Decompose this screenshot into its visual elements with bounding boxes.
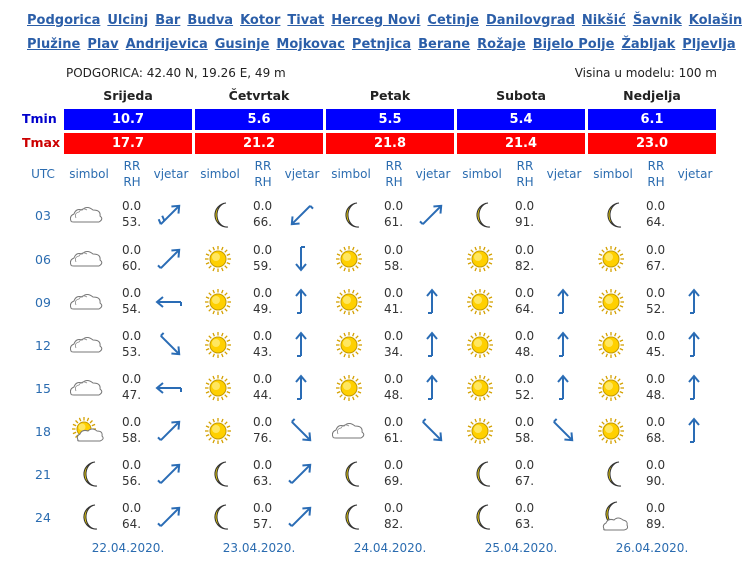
- rr-value: 0.0: [384, 286, 404, 300]
- moon-icon: [70, 457, 104, 491]
- sun-icon: [201, 414, 235, 448]
- rh-value: 91.: [515, 214, 535, 229]
- rr-rh-value: [253, 286, 272, 317]
- rr-rh-value: [646, 458, 665, 489]
- rh-value: 64.: [122, 516, 142, 531]
- rh-value: 54.: [122, 301, 142, 316]
- moon-icon: [201, 500, 235, 534]
- moon-icon: [463, 457, 497, 491]
- rr-rh-value: [384, 286, 403, 317]
- rr-rh-value: [253, 243, 272, 274]
- city-link-row: [27, 32, 736, 56]
- utc-hour: 06: [35, 252, 51, 267]
- rr-value: 0.0: [646, 243, 666, 257]
- wind-arrow-icon: [547, 329, 579, 361]
- rr-value: 0.0: [253, 243, 273, 257]
- rr-rh-value: [646, 372, 665, 403]
- rr-rh-value: [122, 329, 141, 360]
- cloud-icon: [70, 285, 104, 319]
- rh-value: 53.: [122, 344, 142, 359]
- rh-value: 67.: [646, 258, 666, 273]
- city-link[interactable]: Andrijevica: [125, 36, 208, 52]
- city-link[interactable]: Bar: [155, 12, 181, 28]
- moon-icon: [332, 457, 366, 491]
- city-link[interactable]: Herceg Novi: [331, 12, 421, 28]
- tmax-value: 23.0: [588, 133, 716, 154]
- rr-value: 0.0: [515, 372, 535, 386]
- rh-value: 58.: [384, 258, 404, 273]
- rr-rh-value: [515, 501, 534, 532]
- sun-icon: [332, 371, 366, 405]
- wind-arrow-icon: [416, 329, 448, 361]
- rh-value: 43.: [253, 344, 273, 359]
- city-link[interactable]: Mojkovac: [276, 36, 345, 52]
- wind-arrow-icon: [285, 372, 317, 404]
- rr-header: RR: [647, 159, 665, 173]
- sun-cloud-icon: [70, 414, 104, 448]
- day-date: 26.04.2020.: [615, 541, 689, 555]
- rh-header: RH: [123, 175, 141, 189]
- rr-header: RR: [123, 159, 141, 173]
- city-link[interactable]: Plužine: [27, 36, 81, 52]
- rr-rh-value: [122, 415, 141, 446]
- rr-value: 0.0: [515, 458, 535, 472]
- sun-icon: [594, 371, 628, 405]
- city-link[interactable]: Ulcinj: [107, 12, 149, 28]
- rr-rh-value: [253, 372, 272, 403]
- tmin-value: 6.1: [588, 109, 716, 130]
- day-name: Subota: [496, 88, 546, 103]
- moon-cloud-icon: [594, 500, 628, 534]
- wind-arrow-icon: [678, 415, 710, 447]
- rr-value: 0.0: [253, 458, 273, 472]
- rr-value: 0.0: [253, 199, 273, 213]
- rh-value: 76.: [253, 430, 273, 445]
- tmin-value: 10.7: [64, 109, 192, 130]
- city-link[interactable]: Tivat: [287, 12, 325, 28]
- sun-icon: [332, 328, 366, 362]
- wind-header: vjetar: [153, 167, 189, 181]
- moon-icon: [70, 500, 104, 534]
- wind-arrow-icon: [285, 458, 317, 490]
- rr-header: RR: [385, 159, 403, 173]
- rr-value: 0.0: [646, 329, 666, 343]
- rr-value: 0.0: [646, 458, 666, 472]
- cloud-icon: [332, 414, 366, 448]
- wind-arrow-icon: [154, 458, 186, 490]
- tmax-value: 21.2: [195, 133, 323, 154]
- tmin-value: 5.6: [195, 109, 323, 130]
- rr-value: 0.0: [515, 415, 535, 429]
- rr-rh-header: [249, 158, 277, 190]
- day-date: 25.04.2020.: [484, 541, 558, 555]
- wind-arrow-icon: [285, 501, 317, 533]
- symbol-header: simbol: [462, 167, 502, 181]
- rr-rh-value: [253, 501, 272, 532]
- rr-value: 0.0: [515, 199, 535, 213]
- moon-icon: [201, 457, 235, 491]
- rr-value: 0.0: [384, 199, 404, 213]
- rh-value: 47.: [122, 387, 142, 402]
- rr-rh-value: [646, 199, 665, 230]
- rh-value: 90.: [646, 473, 666, 488]
- day-name: Petak: [369, 88, 411, 103]
- rr-rh-value: [122, 501, 141, 532]
- utc-hour: 09: [35, 295, 51, 310]
- sun-icon: [201, 328, 235, 362]
- rr-rh-header: [642, 158, 670, 190]
- city-link[interactable]: Kotor: [240, 12, 281, 28]
- rr-rh-value: [515, 286, 534, 317]
- rr-rh-value: [253, 329, 272, 360]
- rr-value: 0.0: [253, 415, 273, 429]
- wind-arrow-icon: [416, 199, 448, 231]
- city-link[interactable]: Petnjica: [351, 36, 412, 52]
- utc-hour: 18: [35, 424, 51, 439]
- moon-icon: [594, 198, 628, 232]
- wind-arrow-icon: [285, 243, 317, 275]
- rh-value: 34.: [384, 344, 404, 359]
- rh-value: 48.: [384, 387, 404, 402]
- rr-value: 0.0: [515, 243, 535, 257]
- city-link[interactable]: Rožaje: [477, 36, 526, 52]
- rh-value: 69.: [384, 473, 404, 488]
- rr-rh-value: [515, 329, 534, 360]
- moon-icon: [463, 500, 497, 534]
- rh-value: 89.: [646, 516, 666, 531]
- rr-value: 0.0: [384, 372, 404, 386]
- rh-value: 56.: [122, 473, 142, 488]
- city-link[interactable]: Podgorica: [27, 12, 101, 28]
- rr-rh-value: [384, 372, 403, 403]
- rh-value: 45.: [646, 344, 666, 359]
- wind-arrow-icon: [154, 501, 186, 533]
- rh-header: RH: [385, 175, 403, 189]
- wind-arrow-icon: [678, 372, 710, 404]
- moon-icon: [594, 457, 628, 491]
- cloud-icon: [70, 371, 104, 405]
- utc-header: UTC: [31, 167, 55, 181]
- rh-value: 58.: [515, 430, 535, 445]
- rh-value: 60.: [122, 258, 142, 273]
- day-date: 24.04.2020.: [353, 541, 427, 555]
- rh-value: 63.: [253, 473, 273, 488]
- rr-rh-header: [380, 158, 408, 190]
- day-name: Nedjelja: [623, 88, 681, 103]
- wind-arrow-icon: [285, 199, 317, 231]
- sun-icon: [463, 328, 497, 362]
- rr-rh-value: [122, 372, 141, 403]
- rh-value: 67.: [515, 473, 535, 488]
- rr-rh-value: [646, 501, 665, 532]
- rr-rh-value: [384, 243, 403, 274]
- sun-icon: [201, 242, 235, 276]
- rr-value: 0.0: [122, 458, 142, 472]
- rh-value: 58.: [122, 430, 142, 445]
- wind-arrow-icon: [678, 286, 710, 318]
- rr-rh-value: [515, 199, 534, 230]
- rr-rh-value: [515, 415, 534, 446]
- wind-arrow-icon: [154, 286, 186, 318]
- cloud-icon: [70, 198, 104, 232]
- sun-icon: [594, 328, 628, 362]
- wind-arrow-icon: [154, 372, 186, 404]
- utc-hour: 12: [35, 338, 51, 353]
- symbol-header: simbol: [593, 167, 633, 181]
- symbol-header: simbol: [331, 167, 371, 181]
- city-link[interactable]: Bijelo Polje: [532, 36, 615, 52]
- rr-value: 0.0: [515, 286, 535, 300]
- rh-value: 61.: [384, 430, 404, 445]
- rh-value: 44.: [253, 387, 273, 402]
- rr-rh-value: [515, 458, 534, 489]
- wind-arrow-icon: [285, 329, 317, 361]
- rh-value: 82.: [384, 516, 404, 531]
- rh-value: 59.: [253, 258, 273, 273]
- rr-value: 0.0: [253, 286, 273, 300]
- rh-value: 57.: [253, 516, 273, 531]
- utc-hour: 15: [35, 381, 51, 396]
- day-date: 22.04.2020.: [91, 541, 165, 555]
- sun-icon: [332, 285, 366, 319]
- rr-value: 0.0: [646, 372, 666, 386]
- rh-header: RH: [647, 175, 665, 189]
- rr-rh-value: [515, 372, 534, 403]
- city-link[interactable]: Danilovgrad: [485, 12, 575, 28]
- rr-value: 0.0: [646, 501, 666, 515]
- city-link[interactable]: Žabljak: [621, 36, 676, 52]
- wind-arrow-icon: [547, 415, 579, 447]
- city-link[interactable]: Pljevlja: [682, 36, 736, 52]
- wind-arrow-icon: [285, 415, 317, 447]
- rh-value: 52.: [515, 387, 535, 402]
- symbol-header: simbol: [69, 167, 109, 181]
- tmin-value: 5.5: [326, 109, 454, 130]
- rh-value: 82.: [515, 258, 535, 273]
- rr-value: 0.0: [122, 243, 142, 257]
- utc-hour: 21: [35, 467, 51, 482]
- rr-value: 0.0: [253, 501, 273, 515]
- wind-arrow-icon: [547, 372, 579, 404]
- day-name: Četvrtak: [228, 88, 290, 103]
- city-link[interactable]: Šavnik: [632, 12, 682, 28]
- rh-value: 66.: [253, 214, 273, 229]
- rr-rh-value: [384, 501, 403, 532]
- city-link-row: [27, 8, 742, 32]
- rr-value: 0.0: [515, 501, 535, 515]
- rh-value: 64.: [515, 301, 535, 316]
- wind-arrow-icon: [416, 286, 448, 318]
- rr-rh-value: [122, 199, 141, 230]
- moon-icon: [332, 198, 366, 232]
- city-links: [27, 8, 742, 56]
- sun-icon: [594, 242, 628, 276]
- sun-icon: [463, 285, 497, 319]
- rr-value: 0.0: [122, 199, 142, 213]
- rr-rh-header: [511, 158, 539, 190]
- wind-arrow-icon: [285, 286, 317, 318]
- rr-value: 0.0: [122, 372, 142, 386]
- rr-value: 0.0: [646, 199, 666, 213]
- rr-value: 0.0: [253, 372, 273, 386]
- wind-arrow-icon: [154, 329, 186, 361]
- sun-icon: [594, 285, 628, 319]
- rr-value: 0.0: [384, 458, 404, 472]
- rr-value: 0.0: [646, 286, 666, 300]
- wind-arrow-icon: [154, 199, 186, 231]
- day-name: Srijeda: [103, 88, 153, 103]
- rr-value: 0.0: [122, 286, 142, 300]
- rr-value: 0.0: [384, 329, 404, 343]
- rh-value: 48.: [515, 344, 535, 359]
- rh-value: 64.: [646, 214, 666, 229]
- sun-icon: [201, 371, 235, 405]
- city-link[interactable]: Gusinje: [214, 36, 270, 52]
- location-info: PODGORICA: 42.40 N, 19.26 E, 49 m: [66, 66, 286, 80]
- cloud-icon: [70, 242, 104, 276]
- tmax-value: 21.4: [457, 133, 585, 154]
- tmin-value: 5.4: [457, 109, 585, 130]
- utc-hour: 03: [35, 208, 51, 223]
- rr-rh-value: [384, 415, 403, 446]
- rh-value: 68.: [646, 430, 666, 445]
- rr-rh-value: [253, 199, 272, 230]
- city-link[interactable]: Cetinje: [427, 12, 479, 28]
- rr-value: 0.0: [384, 415, 404, 429]
- rh-value: 52.: [646, 301, 666, 316]
- sun-icon: [463, 371, 497, 405]
- day-date: 23.04.2020.: [222, 541, 296, 555]
- rr-value: 0.0: [384, 501, 404, 515]
- city-link[interactable]: Nikšić: [581, 12, 626, 28]
- rr-value: 0.0: [122, 501, 142, 515]
- sun-icon: [463, 242, 497, 276]
- rr-rh-value: [646, 243, 665, 274]
- wind-header: vjetar: [677, 167, 713, 181]
- city-link[interactable]: Kolašin: [688, 12, 742, 28]
- rh-value: 41.: [384, 301, 404, 316]
- rh-header: RH: [516, 175, 534, 189]
- rr-rh-value: [384, 458, 403, 489]
- rr-rh-value: [384, 199, 403, 230]
- rr-rh-header: [118, 158, 146, 190]
- rr-rh-value: [253, 415, 272, 446]
- rr-rh-value: [384, 329, 403, 360]
- rr-value: 0.0: [122, 329, 142, 343]
- rr-rh-value: [253, 458, 272, 489]
- sun-icon: [332, 242, 366, 276]
- wind-arrow-icon: [547, 286, 579, 318]
- rr-value: 0.0: [515, 329, 535, 343]
- moon-icon: [332, 500, 366, 534]
- city-link[interactable]: Plav: [87, 36, 119, 52]
- wind-header: vjetar: [415, 167, 451, 181]
- symbol-header: simbol: [200, 167, 240, 181]
- rr-rh-value: [646, 415, 665, 446]
- tmax-label: Tmax: [22, 135, 61, 150]
- model-height: Visina u modelu: 100 m: [574, 66, 717, 80]
- rr-value: 0.0: [384, 243, 404, 257]
- tmax-value: 21.8: [326, 133, 454, 154]
- wind-header: vjetar: [284, 167, 320, 181]
- wind-arrow-icon: [678, 329, 710, 361]
- rr-header: RR: [516, 159, 534, 173]
- cloud-icon: [70, 328, 104, 362]
- moon-icon: [201, 198, 235, 232]
- city-link[interactable]: Berane: [418, 36, 471, 52]
- rr-rh-value: [122, 243, 141, 274]
- utc-hour: 24: [35, 510, 51, 525]
- sun-icon: [463, 414, 497, 448]
- rr-value: 0.0: [646, 415, 666, 429]
- sun-icon: [201, 285, 235, 319]
- rh-value: 61.: [384, 214, 404, 229]
- wind-arrow-icon: [154, 243, 186, 275]
- tmax-value: 17.7: [64, 133, 192, 154]
- wind-arrow-icon: [154, 415, 186, 447]
- rr-value: 0.0: [253, 329, 273, 343]
- rr-rh-value: [646, 286, 665, 317]
- rr-rh-value: [122, 458, 141, 489]
- rr-rh-value: [515, 243, 534, 274]
- rr-rh-value: [646, 329, 665, 360]
- rr-header: RR: [254, 159, 272, 173]
- sun-icon: [594, 414, 628, 448]
- rr-value: 0.0: [122, 415, 142, 429]
- city-link[interactable]: Budva: [187, 12, 234, 28]
- rr-rh-value: [122, 286, 141, 317]
- tmin-label: Tmin: [22, 111, 57, 126]
- rh-value: 48.: [646, 387, 666, 402]
- wind-arrow-icon: [416, 372, 448, 404]
- wind-arrow-icon: [416, 415, 448, 447]
- rh-value: 49.: [253, 301, 273, 316]
- rh-value: 63.: [515, 516, 535, 531]
- wind-header: vjetar: [546, 167, 582, 181]
- rh-header: RH: [254, 175, 272, 189]
- rh-value: 53.: [122, 214, 142, 229]
- moon-icon: [463, 198, 497, 232]
